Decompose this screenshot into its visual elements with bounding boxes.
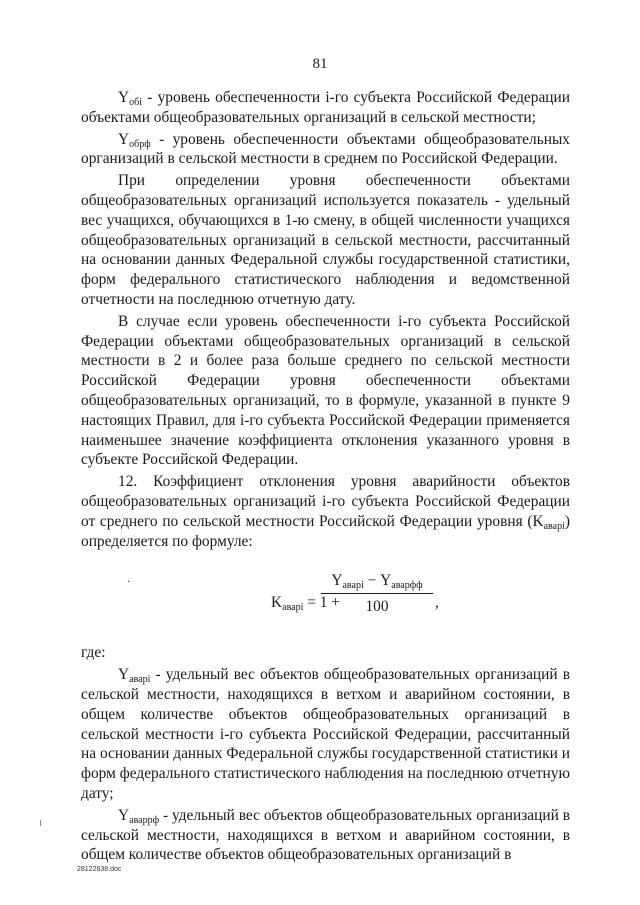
symbol-y: Y: [118, 130, 130, 148]
fraction-bar: [321, 593, 433, 594]
paragraph-12-text: 12. Коэффициент отклонения уровня аварийности объектов общеобразовательных организаций і-го субъекта Российской Федерации от среднего по сельской местности Российской Федерации уровня (: [81, 473, 570, 530]
formula-lhs-subscript: аварі: [282, 602, 304, 614]
formula-comma: ,: [435, 594, 439, 612]
where-label: где:: [81, 644, 106, 662]
numerator-subscript-b: аварфф: [391, 580, 423, 592]
paragraph-y-avari: [81, 665, 570, 804]
formula-lhs-rest: = 1 +: [303, 594, 340, 612]
subscript-avari: аварі: [129, 674, 151, 686]
footer-filename: 28122638.doc: [77, 866, 122, 873]
symbol-k: K: [532, 512, 544, 530]
subscript-avari: аварі: [543, 520, 565, 532]
numerator-symbol-a: Y: [331, 572, 343, 590]
definition-text: - уровень обеспеченности объектами общеобразовательных организаций в сельской местности в среднем по Российской Федерации.: [81, 130, 570, 168]
symbol-y: Y: [118, 806, 130, 824]
margin-mark: [40, 820, 41, 826]
paragraph-y-obi: [81, 88, 570, 128]
paragraph-indicator: При определении уровня обеспеченности объектами общеобразовательных организаций используется показатель - удельный вес учащихся, обучающихся в 1-ю смену, в общей численности учащихся общеобразовательных организаций в сельской местности, рассчитанный на основании данных Федеральной службы государственной статистики, форм федерального статистического наблюдения и ведомственной отчетности на последнюю отчетную дату.: [81, 172, 570, 308]
subscript-obrf: обрф: [129, 138, 151, 150]
subscript-obi: обі: [129, 97, 142, 108]
paragraph-y-avarrf: [81, 806, 570, 865]
formula-numerator: [321, 571, 433, 591]
definition-text: - уровень обеспеченности і-го субъекта Российской Федерации объектами общеобразовательных организаций в сельской местности;: [81, 89, 570, 126]
paragraph-exception: В случае если уровень обеспеченности і-го субъекта Российской Федерации объектами общеобразовательных организаций в сельской местности в 2 и более раза больше среднего по сельской местности Российской Федерации уровня обеспеченности объектами общеобразовательных организаций, то в формуле, указанной в пункте 9 настоящих Правил, для і-го субъекта Российской Федерации применяется наименьшее значение коэффициента отклонения указанного уровня в субъекте Российской Федерации.: [81, 312, 570, 469]
numerator-symbol-b: Y: [380, 572, 392, 590]
paragraph-12: [81, 472, 570, 551]
formula-lhs-symbol: K: [271, 594, 283, 612]
formula: [81, 563, 570, 643]
symbol-y: Y: [118, 666, 130, 684]
definition-text: - удельный вес объектов общеобразовательных организаций в сельской местности, находящихся в ветхом и аварийном состоянии, в общем количестве объектов общеобразовательных организаций в: [81, 806, 570, 864]
minus-sign: −: [363, 572, 381, 590]
formula-denominator: 100: [365, 598, 389, 616]
symbol-y: Y: [118, 89, 130, 106]
numerator-subscript-a: аварі: [342, 580, 364, 592]
paragraph-y-obrf: [81, 130, 570, 170]
document-body: [81, 88, 570, 865]
page-number: 81: [312, 56, 328, 72]
paragraph-12-tail: ) определяется по формуле:: [81, 512, 570, 550]
formula-fraction: [321, 571, 433, 617]
subscript-avarrf: аваррф: [129, 814, 160, 826]
margin-dot: ·: [127, 577, 131, 589]
definition-text: - удельный вес объектов общеобразовательных организаций в сельской местности, находящихся в ветхом и аварийном состоянии, в общем количестве объектов общеобразовательных организаций в сельской местности і-го субъекта Российской Федерации, рассчитанный на основании данных Федеральной службы государственной статистики и форм федерального статистического наблюдения на последнюю отчетную дату;: [81, 666, 570, 802]
